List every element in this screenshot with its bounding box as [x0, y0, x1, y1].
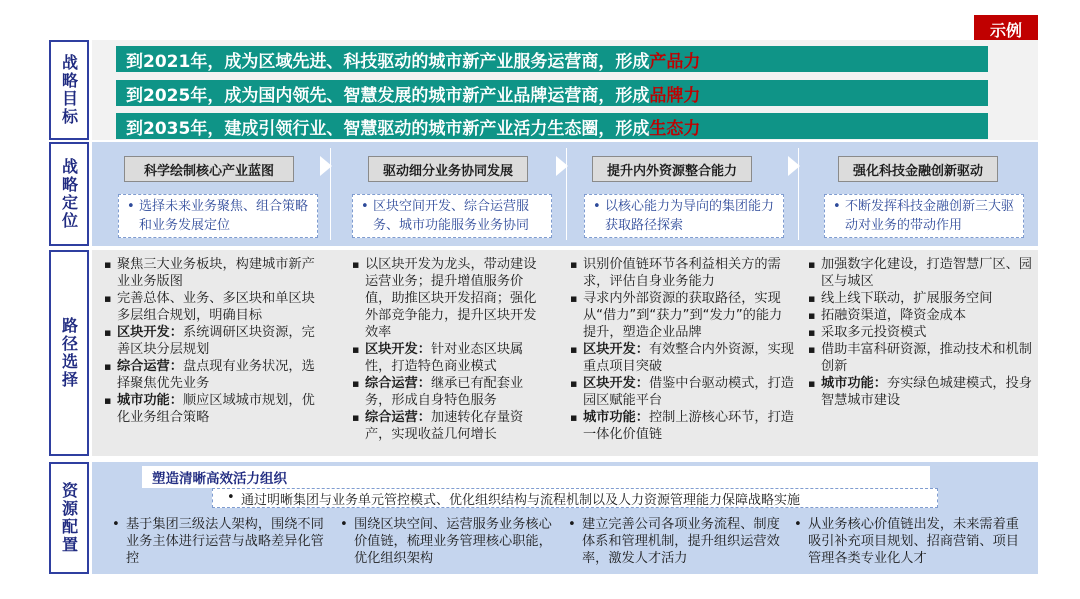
- arrow-right-icon: [556, 156, 568, 176]
- resources-item: • 基于集团三级法人架构，围绕不同业务主体进行运营与战略差异化管控: [112, 516, 328, 567]
- list-item: ▪ 完善总体、业务、多区块和单区块多层组合规划，明确目标: [104, 290, 324, 324]
- list-item: ▪ 采取多元投资模式: [808, 324, 1036, 341]
- path-column-1: [104, 256, 324, 426]
- list-item: ▪ 加强数字化建设，打造智慧厂区、园区与城区: [808, 256, 1036, 290]
- positioning-title: 驱动细分业务协同发展: [368, 156, 528, 182]
- positioning-title: 提升内外资源整合能力: [592, 156, 752, 182]
- row-label-positioning: 战略定位: [49, 142, 89, 246]
- arrow-right-icon: [788, 156, 800, 176]
- example-badge: 示例: [974, 15, 1038, 44]
- list-item: ▪ 以区块开发为龙头，带动建设运营业务；提升增值服务价值，助推区块开发招商；强化外部竞争能力，提升区块开发效率: [352, 256, 544, 341]
- list-item: ▪ 拓融资渠道，降资金成本: [808, 307, 1036, 324]
- list-item: ▪ 区块开发：针对业态区块属性，打造特色商业模式: [352, 341, 544, 375]
- arrow-right-icon: [320, 156, 332, 176]
- list-item: ▪ 综合运营：盘点现有业务状况，选择聚焦优先业务: [104, 358, 324, 392]
- list-item: ▪ 综合运营：加速转化存量资产，实现收益几何增长: [352, 409, 544, 443]
- goal-highlight: 品牌力: [649, 85, 701, 106]
- list-item: ▪ 综合运营：继承已有配套业务，形成自身特色服务: [352, 375, 544, 409]
- resources-subtitle: • 通过明晰集团与业务单元管控模式、优化组织结构与流程机制以及人力资源管理能力保障战略实施: [212, 488, 938, 508]
- positioning-desc: • 区块空间开发、综合运营服务、城市功能服务业务协同: [352, 194, 552, 238]
- row-label-resources: 资源配置: [49, 462, 89, 574]
- positioning-title: 科学绘制核心产业蓝图: [124, 156, 294, 182]
- list-item: ▪ 借助丰富科研资源，推动技术和机制创新: [808, 341, 1036, 375]
- goal-bar-2021: 到2021年，成为区域先进、科技驱动的城市新产业服务运营商，形成 产品力: [116, 46, 988, 72]
- list-item: ▪ 城市功能：控制上游核心环节，打造一体化价值链: [570, 409, 794, 443]
- goal-bar-2035: 到2035年，建成引领行业、智慧驱动的城市新产业活力生态圈，形成 生态力: [116, 113, 988, 139]
- path-column-3: [570, 256, 794, 443]
- list-item: ▪ 区块开发：借鉴中台驱动模式，打造园区赋能平台: [570, 375, 794, 409]
- row-label-goals: 战略目标: [49, 40, 89, 140]
- goal-highlight: 产品力: [649, 51, 701, 72]
- list-item: ▪ 城市功能：顺应区域城市规划，优化业务组合策略: [104, 392, 324, 426]
- resources-item: • 建立完善公司各项业务流程、制度体系和管理机制，提升组织运营效率，激发人才活力: [568, 516, 782, 567]
- list-item: ▪ 线上线下联动，扩展服务空间: [808, 290, 1036, 307]
- list-item: ▪ 聚焦三大业务板块，构建城市新产业业务版图: [104, 256, 324, 290]
- list-item: ▪ 寻求内外部资源的获取路径，实现从“借力”到“获力”到“发力”的能力提升，塑造企业品牌: [570, 290, 794, 341]
- positioning-desc: • 不断发挥科技金融创新三大驱动对业务的带动作用: [824, 194, 1024, 238]
- resources-item: • 从业务核心价值链出发，未来需着重吸引补充项目规划、招商营销、项目管理各类专业化人才: [794, 516, 1028, 567]
- path-column-4: [808, 256, 1036, 409]
- goal-bar-2025: 到2025年，成为国内领先、智慧发展的城市新产业品牌运营商，形成 品牌力: [116, 80, 988, 106]
- list-item: ▪ 城市功能：夯实绿色城建模式，投身智慧城市建设: [808, 375, 1036, 409]
- path-column-2: [352, 256, 544, 443]
- resources-title: 塑造清晰高效活力组织: [142, 466, 930, 488]
- row-label-path: 路径选择: [49, 250, 89, 456]
- positioning-desc: • 选择未来业务聚焦、组合策略和业务发展定位: [118, 194, 318, 238]
- list-item: ▪ 区块开发：有效整合内外资源，实现重点项目突破: [570, 341, 794, 375]
- list-item: ▪ 区块开发：系统调研区块资源，完善区块分层规划: [104, 324, 324, 358]
- goal-highlight: 生态力: [649, 118, 701, 139]
- resources-item: • 围绕区块空间、运营服务业务核心价值链，梳理业务管理核心职能，优化组织架构: [340, 516, 558, 567]
- positioning-desc: • 以核心能力为导向的集团能力获取路径探索: [584, 194, 784, 238]
- list-item: ▪ 识别价值链环节各利益相关方的需求，评估自身业务能力: [570, 256, 794, 290]
- positioning-title: 强化科技金融创新驱动: [838, 156, 998, 182]
